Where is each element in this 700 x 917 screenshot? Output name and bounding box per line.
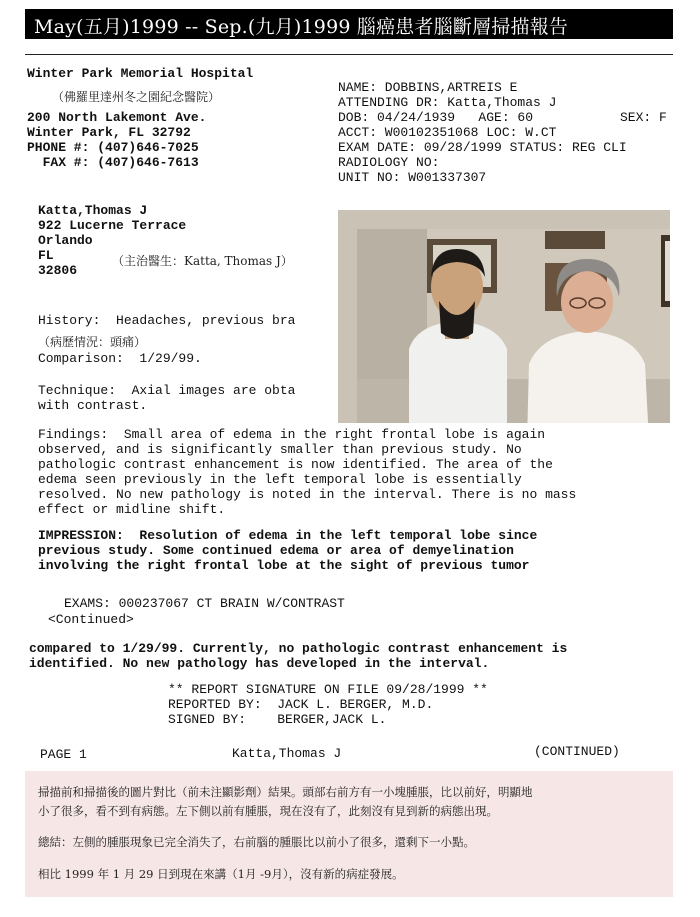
translation-summary: 總結：左側的腫脹現象已完全消失了，右前腦的腫脹比以前小了很多，還剩下一小點。 bbox=[38, 835, 475, 849]
physician-name: Katta,Thomas J bbox=[38, 203, 148, 218]
hospital-address-2: Winter Park, FL 32792 bbox=[27, 125, 191, 140]
findings-line: effect or midline shift. bbox=[38, 502, 226, 517]
signature-line: ** REPORT SIGNATURE ON FILE 09/28/1999 ** bbox=[168, 682, 488, 697]
continued-text-line: identified. No new pathology has developed in the interval. bbox=[29, 656, 490, 671]
findings-line: observed, and is significantly smaller than previous study. No bbox=[38, 442, 522, 457]
patient-sex: SEX: F bbox=[620, 110, 667, 125]
hospital-name: Winter Park Memorial Hospital bbox=[27, 66, 254, 81]
hospital-address-1: 200 North Lakemont Ave. bbox=[27, 110, 207, 125]
physician-city: Orlando bbox=[38, 233, 93, 248]
physician-label-zh: （主治醫生：Katta, Thomas J） bbox=[112, 254, 293, 268]
doctor-patient-photo bbox=[338, 210, 670, 423]
continued-text-line: compared to 1/29/99. Currently, no pathologic contrast enhancement is bbox=[29, 641, 568, 656]
physician-zip: 32806 bbox=[38, 263, 78, 278]
technique-line-2: with contrast. bbox=[38, 398, 148, 413]
hospital-name-zh: （佛羅里達州冬之園紀念醫院） bbox=[52, 90, 221, 104]
findings-line: Findings: Small area of edema in the right frontal lobe is again bbox=[38, 427, 546, 442]
history-line: History: Headaches, previous bra bbox=[38, 313, 296, 328]
hospital-fax: FAX #: (407)646-7613 bbox=[27, 155, 199, 170]
impression-line: involving the right frontal lobe at the sight of previous tumor bbox=[38, 558, 530, 573]
header-divider bbox=[25, 54, 673, 55]
physician-street: 922 Lucerne Terrace bbox=[38, 218, 187, 233]
impression-line: previous study. Some continued edema or area of demyelination bbox=[38, 543, 514, 558]
continued-marker: <Continued> bbox=[48, 612, 134, 627]
comparison-line: Comparison: 1/29/99. bbox=[38, 351, 202, 366]
exam-date-status: EXAM DATE: 09/28/1999 STATUS: REG CLI bbox=[338, 140, 627, 155]
translation-line: 掃描前和掃描後的圖片對比（前未注顯影劑）結果。頭部右前方有一小塊腫脹，比以前好，明顯地 bbox=[38, 785, 533, 799]
unit-number: UNIT NO: W001337307 bbox=[338, 170, 487, 185]
translation-comparison: 相比 1999 年 1 月 29 日到現在來講（1月 -9月），沒有新的病症發展。 bbox=[38, 867, 404, 881]
reported-by: REPORTED BY: JACK L. BERGER, M.D. bbox=[168, 697, 434, 712]
photo-illustration bbox=[357, 229, 670, 423]
findings-line: edema seen previously in the left temporal lobe is essentially bbox=[38, 472, 522, 487]
hospital-phone: PHONE #: (407)646-7025 bbox=[27, 140, 199, 155]
history-zh: （病歷情況：頭痛） bbox=[38, 335, 147, 349]
patient-account: ACCT: W00102351068 LOC: W.CT bbox=[338, 125, 557, 140]
footer-continued: (CONTINUED) bbox=[534, 744, 620, 759]
impression-line: IMPRESSION: Resolution of edema in the left temporal lobe since bbox=[38, 528, 538, 543]
findings-line: pathologic contrast enhancement is now identified. The area of the bbox=[38, 457, 553, 472]
attending-doctor: ATTENDING DR: Katta,Thomas J bbox=[338, 95, 557, 110]
translation-line: 小了很多，看不到有病態。左下側以前有腫脹，現在沒有了，此刻沒有見到新的病態出現。 bbox=[38, 804, 498, 818]
findings-line: resolved. No new pathology is noted in the interval. There is no mass bbox=[38, 487, 577, 502]
patient-dob-age: DOB: 04/24/1939 AGE: 60 bbox=[338, 110, 534, 125]
technique-line-1: Technique: Axial images are obta bbox=[38, 383, 296, 398]
physician-state: FL bbox=[38, 248, 54, 263]
page-title: May(五月)1999 -- Sep.(九月)1999 腦癌患者腦斷層掃描報告 bbox=[34, 16, 569, 38]
radiology-number: RADIOLOGY NO: bbox=[338, 155, 440, 170]
signed-by: SIGNED BY: BERGER,JACK L. bbox=[168, 712, 387, 727]
patient-name: NAME: DOBBINS,ARTREIS E bbox=[338, 80, 518, 95]
footer-doctor: Katta,Thomas J bbox=[232, 746, 342, 761]
exams-line: EXAMS: 000237067 CT BRAIN W/CONTRAST bbox=[64, 596, 345, 611]
page-number: PAGE 1 bbox=[40, 747, 87, 762]
